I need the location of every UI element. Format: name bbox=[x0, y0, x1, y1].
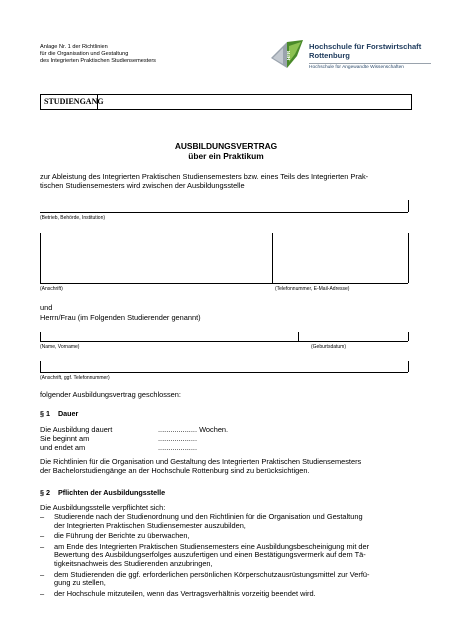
dauer-label: Die Ausbildung dauert bbox=[40, 425, 113, 434]
anschrift-label: (Anschrift) bbox=[40, 286, 63, 292]
name-label: (Name, Vorname) bbox=[40, 344, 80, 350]
section-1-heading: § 1 Dauer bbox=[40, 409, 79, 418]
intro-line-2: tischen Studiensemesters wird zwischen der Ausbildungsstelle bbox=[40, 181, 245, 191]
studiengang-box[interactable] bbox=[40, 94, 412, 110]
ende-label: und endet am bbox=[40, 443, 86, 452]
section-1-paragraph bbox=[40, 457, 425, 476]
folgender-text: folgender Ausbildungsvertrag geschlossen: bbox=[40, 390, 181, 399]
annex-line-2: für die Organisation und Gestaltung bbox=[40, 51, 129, 57]
section-2-heading: § 2 Pflichten der Ausbildungsstelle bbox=[40, 488, 166, 497]
telefon-box-right bbox=[408, 233, 409, 283]
document-title bbox=[0, 141, 452, 161]
list-item: – die Führung der Berichte zu überwachen, bbox=[40, 531, 190, 541]
intro-line-1: zur Ableistung des Integrierten Praktischen Studiensemesters bzw. eines Teils des Integrierten Prak- bbox=[40, 172, 369, 181]
intro-text bbox=[40, 172, 420, 191]
anschrift-box-left bbox=[40, 233, 41, 283]
section-1-para-line-1: Die Richtlinien für die Organisation und Gestaltung des Integrierten Praktischen Studiensemesters bbox=[40, 457, 362, 466]
studiengang-label: STUDIENGANG bbox=[44, 97, 104, 106]
anschrift-box-divider bbox=[272, 233, 273, 283]
list-item: – dem Studierenden die ggf. erforderlichen persönlichen Körperschutzausrüstungsmittel zur Verfü- gung zu stellen, bbox=[40, 569, 370, 588]
herr-frau-text: Herrn/Frau (im Folgenden Studierender genannt) bbox=[40, 313, 201, 322]
student-address-label: (Anschrift, ggf. Telefonnummer) bbox=[40, 375, 110, 381]
annex-line-1: Anlage Nr. 1 der Richtlinien bbox=[40, 44, 108, 50]
student-address-input-line[interactable] bbox=[40, 372, 408, 373]
list-item: – am Ende des Integrierten Praktischen Studiensemesters eine Ausbildungsbescheinigung mit der Bewertung des Ausbildungserfolges auszufertigen und einen Bestätigungsvermerk auf dem Tä- tigkeitsnachweis des Studierenden anzubringen, bbox=[40, 541, 370, 568]
logo-name-line-1: Hochschule für Forstwirtschaft bbox=[309, 42, 422, 51]
betrieb-input-line[interactable] bbox=[40, 212, 408, 213]
list-item: – Studierende nach der Studienordnung und den Richtlinien für die Organisation und Gestaltung der Integrierten Praktischen Studiensemester auszubilden, bbox=[40, 512, 363, 530]
section-2-intro: Die Ausbildungsstelle verpflichtet sich: bbox=[40, 503, 166, 512]
geburtsdatum-label: (Geburtsdatum) bbox=[311, 344, 347, 350]
beginn-label: Sie beginnt am bbox=[40, 434, 90, 443]
leaf-emblem-icon bbox=[269, 38, 305, 72]
obligations-list bbox=[40, 513, 425, 600]
section-1-para-line-2: der Bachelorstudiengänge an der Hochschule Rottenburg sind zu berücksichtigen. bbox=[40, 466, 310, 476]
telefon-label: (Telefonnummer, E-Mail-Adresse) bbox=[275, 286, 350, 292]
list-item: – der Hochschule mitzuteilen, wenn das Vertragsverhältnis vorzeitig beendet wird. bbox=[40, 588, 316, 598]
beginn-value[interactable]: ................... bbox=[158, 434, 198, 443]
betrieb-label: (Betrieb, Behörde, Institution) bbox=[40, 215, 106, 221]
annex-note bbox=[40, 44, 156, 65]
title-line-1: AUSBILDUNGSVERTRAG bbox=[174, 141, 278, 151]
emblem-text: HFR bbox=[286, 50, 291, 60]
name-input-line[interactable] bbox=[40, 341, 408, 342]
anschrift-input-line[interactable] bbox=[40, 283, 408, 284]
logo-name-line-2: Rottenburg bbox=[309, 51, 350, 60]
ende-value[interactable]: ................... bbox=[158, 443, 198, 452]
dauer-value[interactable]: ................... Wochen. bbox=[158, 425, 229, 434]
annex-line-3: des Integrierten Praktischen Studiensemesters bbox=[40, 58, 156, 64]
und-text: und bbox=[40, 303, 53, 312]
title-line-2: über ein Praktikum bbox=[188, 151, 264, 161]
logo-subtitle: Hochschule für Angewandte Wissenschaften bbox=[309, 65, 404, 70]
